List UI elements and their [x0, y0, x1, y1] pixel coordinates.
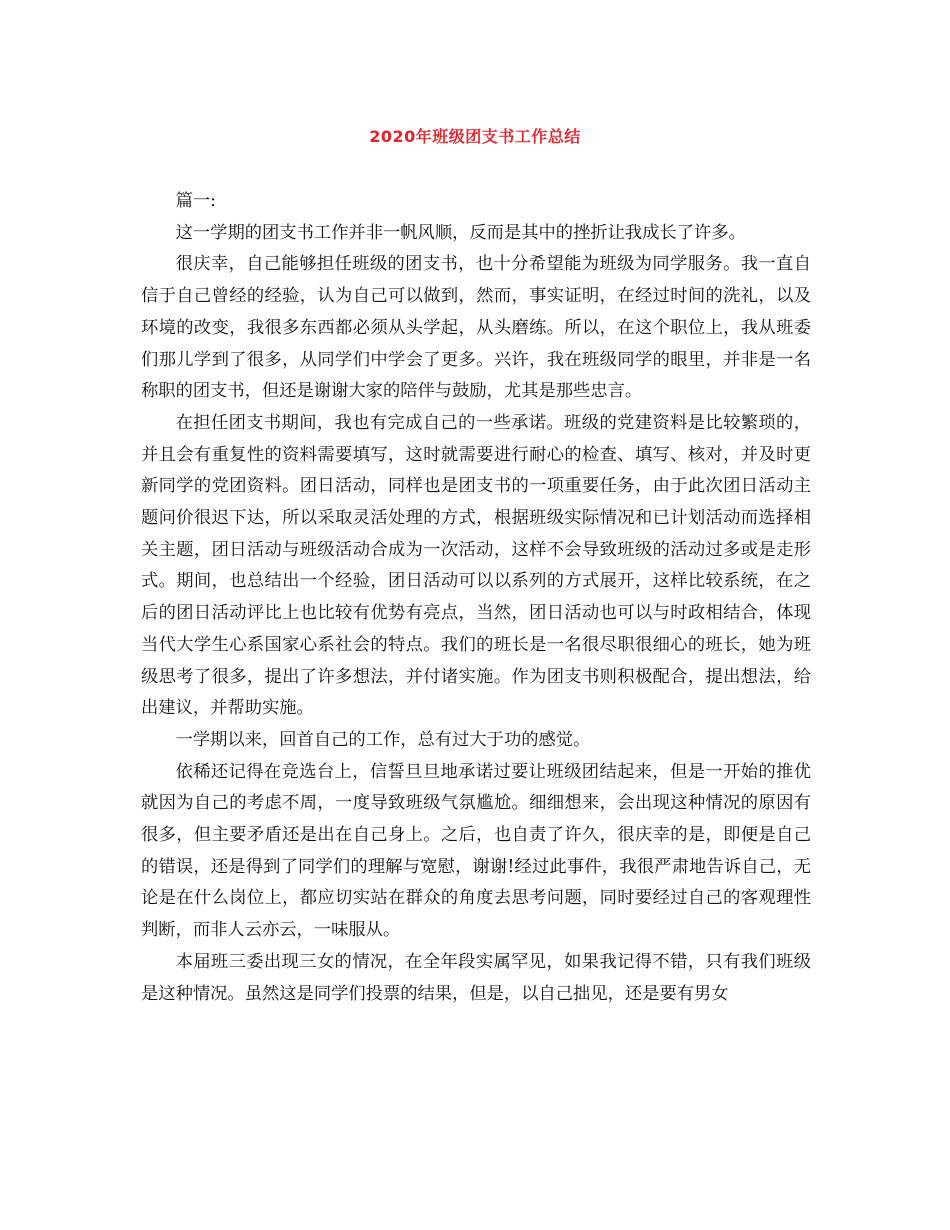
document-body: [141, 186, 811, 1010]
paragraph: 这一学期的团支书工作并非一帆风顺，反而是其中的挫折让我成长了许多。: [175, 222, 746, 243]
document-title: 2020年班级团支书工作总结: [369, 127, 581, 146]
paragraph: 本届班三委出现三女的情况，在全年段实属罕见，如果我记得不错，只有我们班级是这种情况。虽然这是同学们投票的结果，但是，以自己拙见，还是要有男女: [141, 951, 811, 1004]
paragraph: 依稀还记得在竞选台上，信誓旦旦地承诺过要让班级团结起来，但是一开始的推优就因为自己的考虑不周，一度导致班级气氛尴尬。细细想来，会出现这种情况的原因有很多，但主要矛盾还是出在自己身上。之后，也自责了许久，很庆幸的是，即便是自己的错误，还是得到了同学们的理解与宽慰，谢谢!经过此事件，我很严肃地告诉自己，无论是在什么岗位上，都应切实站在群众的角度去思考问题，同时要经过自己的客观理性判断，而非人云亦云，一味服从。: [141, 761, 811, 941]
paragraph: 篇一:: [175, 191, 216, 211]
paragraph: 很庆幸，自己能够担任班级的团支书，也十分希望能为班级为同学服务。我一直自信于自己曾经的经验，认为自己可以做到，然而，事实证明，在经过时间的洗礼，以及环境的改变，我很多东西都必须从头学起，从头磨练。所以，在这个职位上，我从班委们那儿学到了很多，从同学们中学会了更多。兴许，我在班级同学的眼里，并非是一名称职的团支书，但还是谢谢大家的陪伴与鼓励，尤其是那些忠言。: [141, 254, 811, 402]
paragraph: 在担任团支书期间，我也有完成自己的一些承诺。班级的党建资料是比较繁琐的，并且会有重复性的资料需要填写，这时就需要进行耐心的检查、填写、核对，并及时更新同学的党团资料。团日活动，同样也是团支书的一项重要任务，由于此次团日活动主题问价很迟下达，所以采取灵活处理的方式，根据班级实际情况和已计划活动而选择相关主题，团日活动与班级活动合成为一次活动，这样不会导致班级的活动过多或是走形式。期间，也总结出一个经验，团日活动可以以系列的方式展开，这样比较系统，在之后的团日活动评比上也比较有优势有亮点，当然，团日活动也可以与时政相结合，体现当代大学生心系国家心系社会的特点。我们的班长是一名很尽职很细心的班长，她为班级思考了很多，提出了许多想法，并付诸实施。作为团支书则积极配合，提出想法，给出建议，并帮助实施。: [141, 412, 811, 719]
paragraph: 一学期以来，回首自己的工作，总有过大于功的感觉。: [175, 729, 591, 750]
